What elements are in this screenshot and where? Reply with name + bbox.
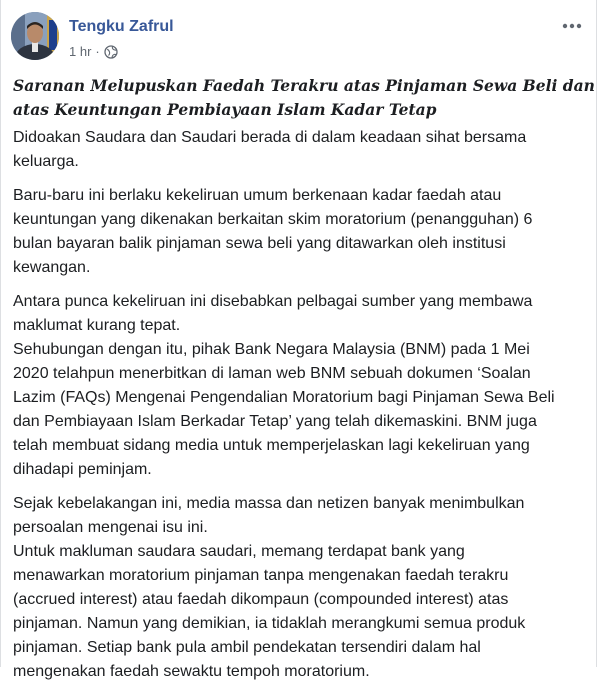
text-line: pinjaman. Setiap bank pula ambil pendekatan tersendiri dalam hal [13,639,481,656]
avatar[interactable] [11,12,59,60]
author-name[interactable]: Tengku Zafrul [69,18,174,35]
title-line: atas Keuntungan Pembiayaan Islam Kadar Tetap [13,100,437,119]
text-line: persoalan mengenai isu ini. [13,519,208,536]
title-line: Saranan Melupuskan Faedah Terakru atas Pinjaman Sewa Beli dan [13,76,595,95]
text-line: Antara punca kekeliruan ini disebabkan pelbagai sumber yang membawa [13,293,533,310]
text-line: Sejak kebelakangan ini, media massa dan netizen banyak menimbulkan [13,495,525,512]
paragraph [13,126,585,174]
post-content [13,74,595,684]
post-meta [69,44,118,59]
avatar-image [11,12,59,60]
meta-separator: · [95,44,100,59]
paragraph [13,492,585,684]
text-line: menawarkan moratorium pinjaman tanpa mengenakan faedah terakru [13,567,509,584]
post-time[interactable]: 1 hr [69,44,92,59]
paragraph [13,290,585,482]
text-line: mengenakan faedah sewaktu tempoh moratorium. [13,663,370,680]
text-line: pinjaman. Namun yang demikian, ia tidaklah merangkumi semua produk [13,615,526,632]
text-line: keuntungan yang dikenakan berkaitan skim moratorium (penangguhan) 6 [13,211,533,228]
text-line: Lazim (FAQs) Mengenai Pengendalian Moratorium bagi Pinjaman Sewa Beli [13,389,555,406]
text-line: dan Pembiayaan Islam Berkadar Tetap’ yang telah dikemaskini. BNM juga [13,413,537,430]
text-line: Untuk makluman saudara saudari, memang terdapat bank yang [13,543,465,560]
more-options-icon[interactable] [558,16,586,36]
text-line: bulan bayaran balik pinjaman sewa beli yang ditawarkan oleh institusi [13,235,506,252]
text-line: kewangan. [13,259,91,276]
text-line: Baru-baru ini berlaku kekeliruan umum berkenaan kadar faedah atau [13,187,502,204]
text-line: maklumat kurang tepat. [13,317,181,334]
text-line: dihadapi peminjam. [13,461,152,478]
text-line: telah membuat sidang media untuk memperjelaskan lagi kekeliruan yang [13,437,530,454]
post-header [11,12,586,62]
text-line: 2020 telahpun menerbitkan di laman web BNM sebuah dokumen ‘Soalan [13,365,531,382]
text-line: Sehubungan dengan itu, pihak Bank Negara Malaysia (BNM) pada 1 Mei [13,341,530,358]
post-title [13,74,595,122]
text-line: Didoakan Saudara dan Saudari berada di dalam keadaan sihat bersama [13,129,527,146]
paragraph [13,184,585,280]
text-line: keluarga. [13,153,79,170]
globe-icon[interactable] [104,45,118,59]
text-line: (accrued interest) atau faedah dikompaun (compounded interest) atas [13,591,509,608]
